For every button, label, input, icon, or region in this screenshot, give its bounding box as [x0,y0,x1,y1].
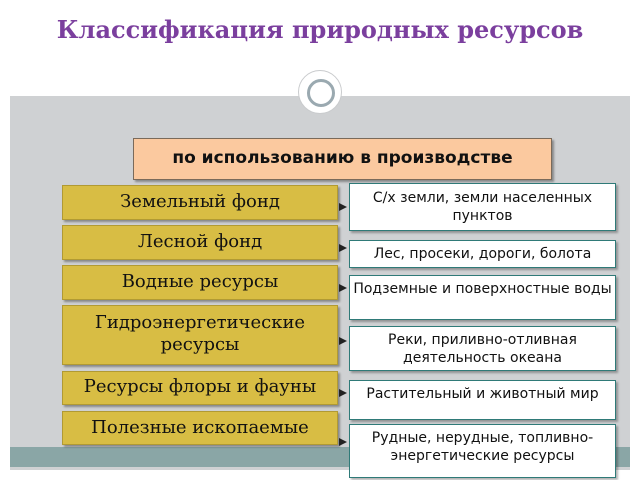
arrow-icon [339,244,347,252]
description-water-resources: Подземные и поверхностные воды [349,275,616,320]
classification-header: по использованию в производстве [133,138,552,180]
arrow-icon [339,438,347,446]
category-flora-fauna: Ресурсы флоры и фауны [62,371,338,405]
category-hydropower-resources: Гидроэнергетические ресурсы [62,305,338,365]
arrow-icon [339,284,347,292]
arrow-icon [339,389,347,397]
category-forest-fund: Лесной фонд [62,225,338,260]
description-forest-fund: Лес, просеки, дороги, болота [349,240,616,268]
arrow-icon [339,337,347,345]
category-water-resources: Водные ресурсы [62,265,338,300]
description-hydropower: Реки, приливно-отливная деятельность океана [349,326,616,371]
description-flora-fauna: Растительный и животный мир [349,380,616,420]
category-minerals: Полезные ископаемые [62,411,338,445]
arrow-icon [339,203,347,211]
description-land-fund: С/х земли, земли населенных пунктов [349,183,616,231]
description-minerals: Рудные, нерудные, топливно-энергетические ресурсы [349,424,616,478]
slide-title: Классификация природных ресурсов [56,15,584,44]
circle-ornament-icon [298,70,342,114]
category-land-fund: Земельный фонд [62,185,338,220]
